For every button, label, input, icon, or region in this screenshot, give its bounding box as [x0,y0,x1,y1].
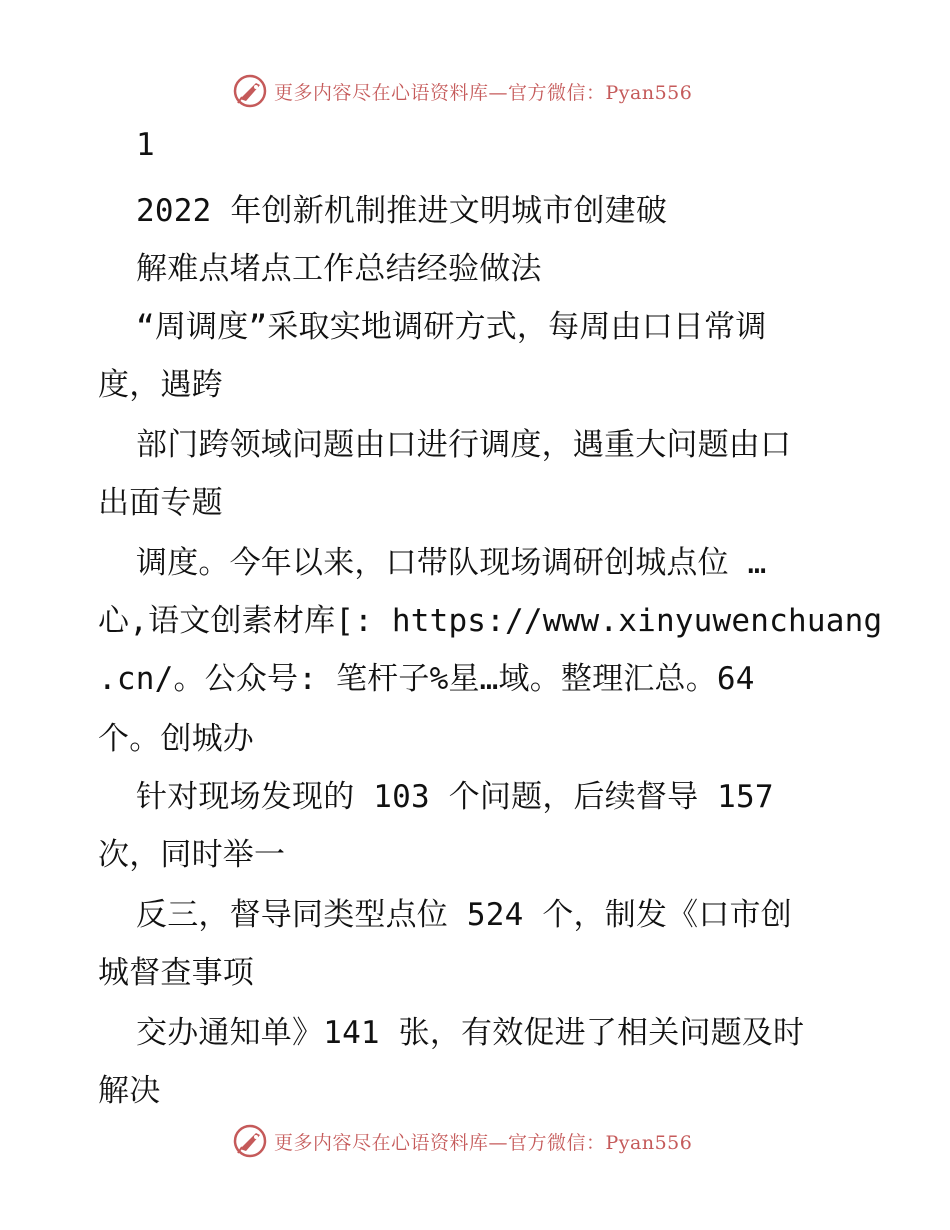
footer-watermark-text: 更多内容尽在心语资料库—官方微信：Pyan556 [274,1131,693,1154]
body-text-line: 度，遇跨 [98,367,223,403]
body-text-line: 解决 [98,1073,161,1109]
body-text-line: 调度。今年以来，口带队现场调研创城点位 … [136,545,767,581]
body-text-line: 针对现场发现的 103 个问题，后续督导 157 [136,779,774,815]
body-text-line: 出面专题 [98,485,223,521]
body-text-line: .cn/。公众号: 笔杆子%星…域。整理汇总。64 [98,661,755,697]
body-text-line: 个。创城办 [98,721,254,757]
body-text-line: 部门跨领域问题由口进行调度，遇重大问题由口 [136,427,792,463]
body-text-line: 心,语文创素材库[: https://www.xinyuwenchuang [98,603,883,639]
document-title-line-2: 解难点堵点工作总结经验做法 [136,251,542,287]
body-text-line: 城督查事项 [98,955,254,991]
quill-pen-logo-icon [232,1123,268,1159]
header-watermark-text: 更多内容尽在心语资料库—官方微信：Pyan556 [274,81,693,104]
body-text-line: 交办通知单》141 张，有效促进了相关问题及时 [136,1015,805,1051]
body-text-line: 次，同时举一 [98,837,286,873]
body-text-line: 反三，督导同类型点位 524 个，制发《口市创 [136,897,792,933]
footer-watermark-banner [232,1121,692,1161]
document-title-line-1: 2022 年创新机制推进文明城市创建破 [136,193,668,229]
body-text-line: “周调度”采取实地调研方式，每周由口日常调 [136,309,767,345]
page-number: 1 [136,127,155,163]
